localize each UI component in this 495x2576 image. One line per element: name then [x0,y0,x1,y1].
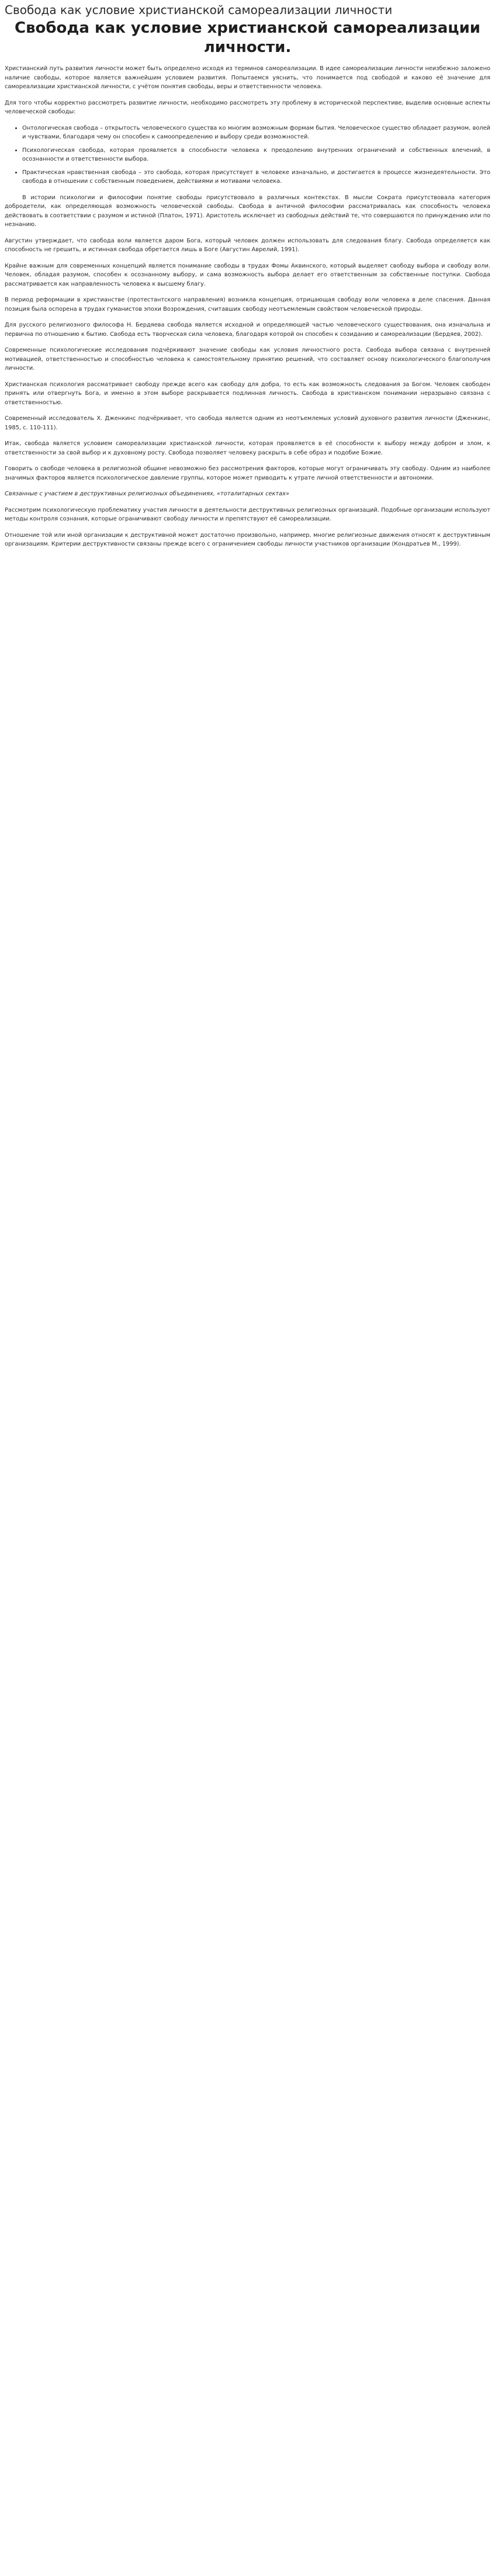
body-paragraph: Связанные с участием в деструктивных религиозных объединениях, «тоталитарных сектах» [5,491,289,497]
body-paragraph: В истории психологии и философии понятие свободы присутствовало в различных контекстах. В мысли Сократа присутствовала категория добродетели, как определяющая возможность человеческой свободы. Свобода в античной философии рассматривалась как способность человека действовать в соответствии с разумом и истиной (Платон, 1971). Аристотель исключает из свободных действий те, что совершаются по принуждению или по незнанию. [5,194,490,228]
body-paragraph: Для русского религиозного философа Н. Бердяева свобода является исходной и определяющей частью человеческого существования, она изначальна и первична по отношению к бытию. Свобода есть творческая сила человека, благодаря которой он способен к созиданию и самореализации (Бердяев, 2002). [5,322,490,338]
body-paragraph: Современный исследователь Х. Дженкинс подчёркивает, что свобода является одним из неотъемлемых условий духовного развития личности (Дженкинс, 1985, с. 110-111). [5,415,490,431]
body-paragraph: Крайне важным для современных концепций является понимание свободы в трудах Фомы Аквинского, который выделяет свободу выбора и свободу воли. Человек, обладая разумом, способен к осознанному выбору, и сама возможность выбора делает его ответственным за собственные поступки. Свобода рассматривается как направленность человека к высшему благу. [5,262,490,287]
list-item: • Практическая нравственная свобода – это свобода, которая присутствует в человеке изначально, и достигается в процессе жизнедеятельности. Это свобода в отношении с собственным поведением, действиями и мотивами человека. [22,168,490,186]
page-top-title: Свобода как условие христианской самореализации личности [5,3,393,17]
body-paragraph: В период реформации в христианстве (протестантского направления) возникла концепция, отрицающая свободу воли человека в деле спасения. Данная позиция была оспорена в трудах гуманистов эпохи Возрождения, считавших свободу неотъемлемым свойством человеческой природы. [5,297,490,313]
body-paragraph: Рассмотрим психологическую проблематику участия личности в деятельности деструктивных религиозных организаций. Подобные организации используют методы контроля сознания, которые ограничивают свободу личности и препятствуют её самореализации. [5,506,490,522]
body-paragraph: Говорить о свободе человека в религиозной общине невозможно без рассмотрения факторов, которые могут ограничивать эту свободу. Одним из наиболее значимых факторов является психологическое давление группы, которое может приводить к утрате личной ответственности и автономии. [5,466,490,481]
body-paragraph: Современные психологические исследования подчёркивают значение свободы как условия личностного роста. Свобода выбора связана с внутренней мотивацией, ответственностью и способностью человека к самостоятельному принятию решений, что составляет основу психологического благополучия личности. [5,347,490,372]
intro-paragraph: Христианский путь развития личности может быть определено исходя из терминов самореализации. В идее самореализации личности неизбежно заложено наличие свободы, которое является важнейшим условием развития. Попытаемся уяснить, что понимается под свободой и каково её значение для самореализации христианской личности, с учётом понятия свободы, веры и ответственности человека. [5,65,490,90]
article-page [0,0,495,549]
freedom-aspects-list [5,124,490,186]
body-paragraph: Христианская психология рассматривает свободу прежде всего как свободу для добра, то есть как возможность следования за Богом. Человек свободен принять или отвергнуть Бога, и именно в этом выборе раскрывается подлинная личность. Свобода в христианском понимании неразрывно связана с ответственностью. [5,381,490,406]
list-item: • Психологическая свобода, которая проявляется в способности человека к преодолению внутренних ограничений и собственных влечений, в осознанности и ответственности выбора. [22,146,490,164]
article-heading: Свобода как условие христианской самореализации личности. [15,19,480,56]
list-item: • Онтологическая свобода – открытость человеческого существа ко многим возможным формам бытия. Человеческое существо обладает разумом, волей и чувствами, благодаря чему он способен к самоопределению и выбору среди возможностей. [22,124,490,142]
body-paragraph: Итак, свобода является условием самореализации христианской личности, которая проявляется в её способности к выбору между добром и злом, к ответственности за свой выбор и к духовному росту. Свобода позволяет человеку раскрыть в себе образ и подобие Божие. [5,440,490,456]
method-paragraph: Для того чтобы корректно рассмотреть развитие личности, необходимо рассмотреть эту проблему в исторической перспективе, выделив основные аспекты человеческой свободы: [5,99,490,115]
body-paragraph: Августин утверждает, что свобода воли является даром Бога, который человек должен использовать для следования благу. Свобода определяется как способность не грешить, и истинная свобода обретается лишь в Боге (Августин Аврелий, 1991). [5,237,490,253]
body-paragraph: Отношение той или иной организации к деструктивной может достаточно произвольно, например, многие религиозные движения относят к деструктивным организациям. Критерии деструктивности связаны прежде всего с ограничением свободы личности участников организации (Кондратьев М., 1999). [5,532,490,547]
